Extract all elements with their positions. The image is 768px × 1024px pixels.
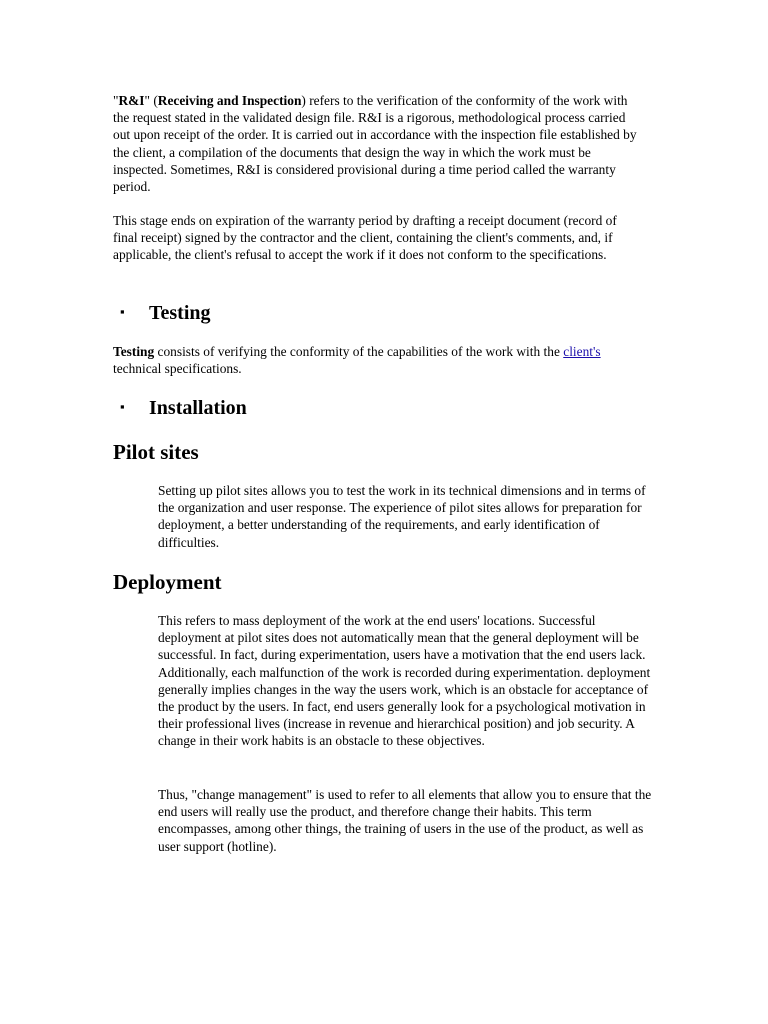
installation-heading-text: Installation [149, 397, 247, 419]
warranty-paragraph: This stage ends on expiration of the warranty period by drafting a receipt document (record of final receipt) signed by the contractor and the client, containing the client's comments, and, if applicable, the client's refusal to accept the work if it does not conform to the specifications. [113, 213, 617, 263]
intro-paragraph [113, 92, 643, 195]
clients-link[interactable]: client's [563, 344, 601, 359]
pilot-sites-heading: Pilot sites [113, 440, 199, 464]
deployment-heading: Deployment [113, 570, 222, 594]
deployment-paragraph-2: Thus, "change management" is used to refer to all elements that allow you to ensure that the end users will really use the product, and therefore change their habits. This term encompasses, among other things, the training of users in the use of the product, as well as user support (hotline). [158, 787, 652, 854]
bullet-square-icon: ▪ [120, 399, 125, 414]
bullet-square-icon: ▪ [120, 304, 125, 319]
testing-text: consists of verifying the conformity of the capabilities of the work with the [154, 344, 564, 359]
testing-heading [120, 300, 211, 325]
pilot-sites-paragraph: Setting up pilot sites allows you to test the work in its technical dimensions and in terms of the organization and user response. The experience of pilot sites allows for preparation for deployment, a better understanding of the requirements, and early identification of difficulties. [158, 483, 646, 550]
ri-full-term: Receiving and Inspection [157, 93, 302, 108]
quote-close: " ( [144, 93, 158, 108]
intro-text: ) refers to the verification of the conformity of the work with the request stated in the validated design file. R&I is a rigorous, methodological process carried out upon receipt of the order. It is carried out in accordance with the inspection file established by the client, a compilation of the documents that design the way in which the work must be inspected. Sometimes, R&I is considered provisional during a time period called the warranty period. [113, 93, 637, 195]
testing-heading-text: Testing [149, 302, 211, 324]
quote-open: " [113, 93, 119, 108]
testing-text-end: technical specifications. [113, 361, 242, 377]
installation-heading [120, 395, 247, 420]
ri-abbreviation: R&I [118, 93, 145, 108]
deployment-paragraph-1: This refers to mass deployment of the work at the end users' locations. Successful deployment at pilot sites does not automatically mean that the general deployment will be successful. In fact, during experimentation, users have a motivation that the end users lack. Additionally, each malfunction of the work is recorded during experimentation. deployment generally implies changes in the way the users work, which is an obstacle for acceptance of the product by the users. In fact, end users generally look for a psychological motivation in their professional lives (increase in revenue and hierarchical position) and job security. A change in their work habits is an obstacle to these objectives. [158, 613, 651, 749]
testing-term: Testing [113, 344, 155, 359]
testing-paragraph [113, 343, 643, 377]
